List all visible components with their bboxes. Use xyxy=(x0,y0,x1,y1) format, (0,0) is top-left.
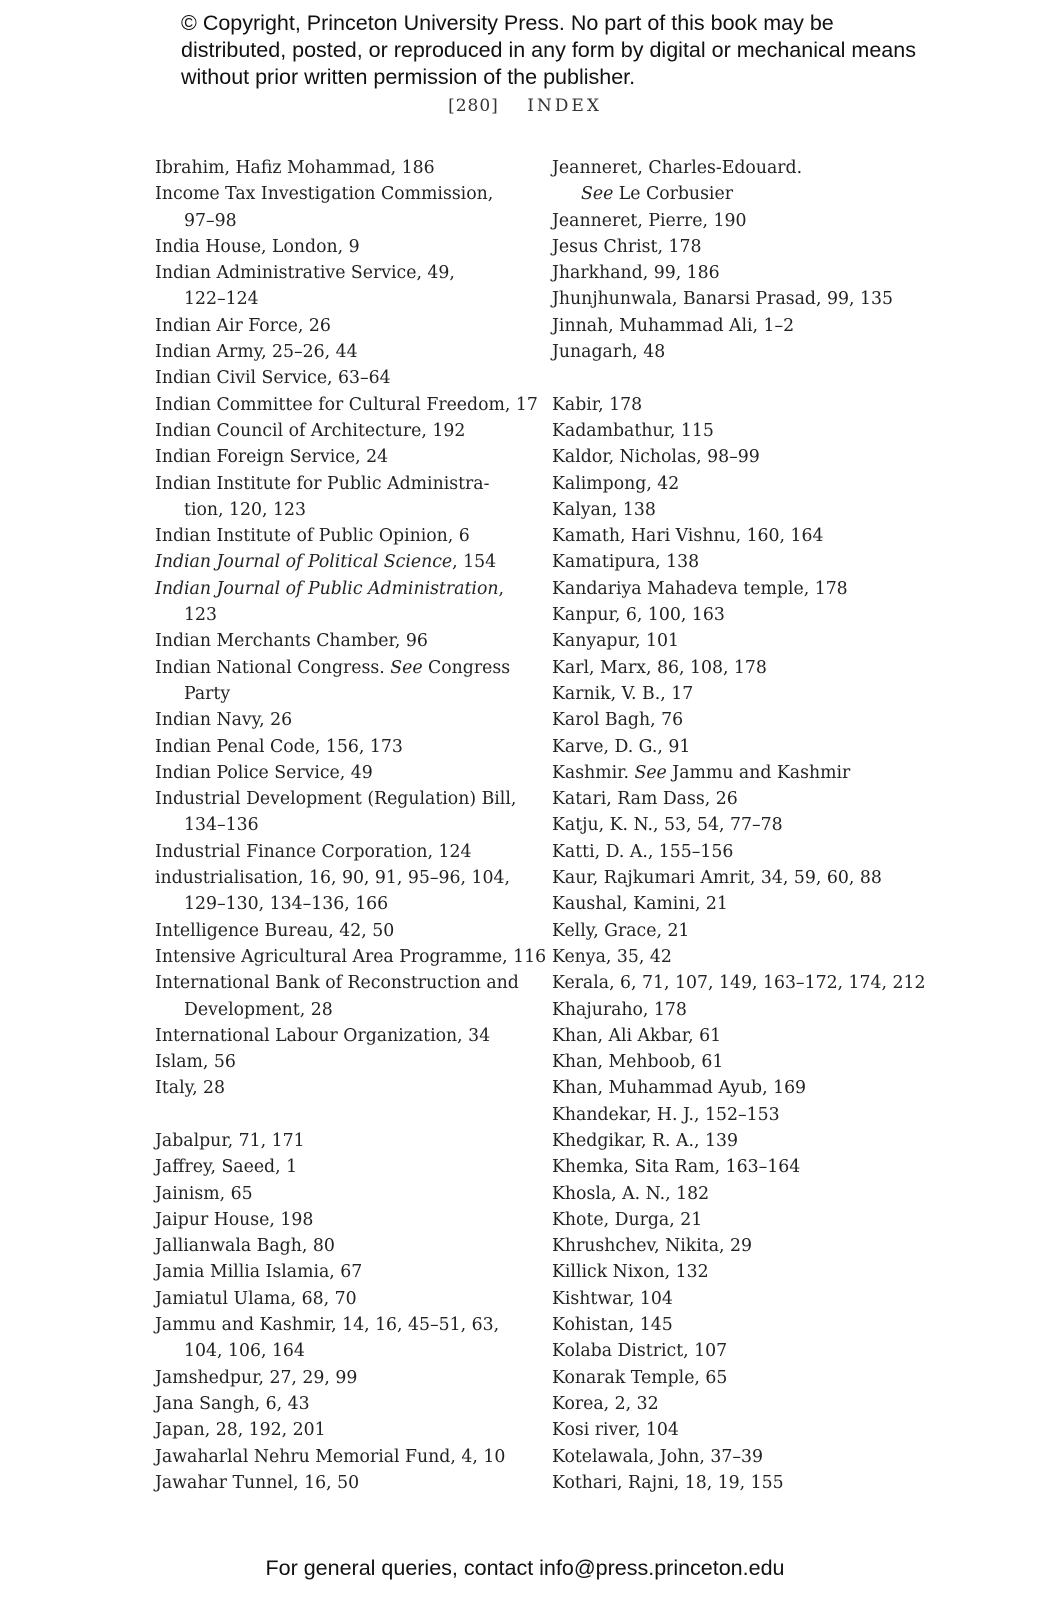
entry-heading: Kelly, Grace, 21 xyxy=(552,920,690,941)
entry-title-italic: Indian Journal of Public Administration xyxy=(155,578,499,599)
entry-heading: Indian Civil Service, 63–64 xyxy=(155,368,391,389)
index-entry xyxy=(552,1075,932,1101)
entry-heading: Konarak Temple, 65 xyxy=(552,1367,728,1388)
index-entry xyxy=(155,444,535,470)
see-reference: See xyxy=(634,762,667,783)
entry-continuation: 123 xyxy=(184,605,217,626)
index-entry xyxy=(552,523,932,549)
running-head xyxy=(0,96,1050,116)
index-entry xyxy=(552,208,932,234)
index-entry xyxy=(155,944,547,970)
index-entry xyxy=(155,865,535,918)
letter-group-gap xyxy=(155,1102,535,1128)
entry-heading: Kashmir. xyxy=(552,762,635,783)
entry-heading: industrialisation, 16, 90, 91, 95–96, 104, xyxy=(155,868,510,889)
entry-heading: Katti, D. A., 155–156 xyxy=(552,841,734,862)
entry-heading: Khedgikar, R. A., 139 xyxy=(552,1130,738,1151)
index-entry xyxy=(552,1154,932,1180)
entry-continuation: 104, 106, 164 xyxy=(184,1341,305,1362)
index-entry xyxy=(155,181,535,234)
index-entry xyxy=(552,549,932,575)
footer-contact: For general queries, contact info@press.princeton.edu xyxy=(265,1556,785,1580)
index-entry xyxy=(155,1312,535,1365)
entry-heading: Jhunjhunwala, Banarsi Prasad, 99, 135 xyxy=(552,289,893,310)
index-entry xyxy=(155,1154,535,1180)
index-entry xyxy=(552,1470,932,1496)
entry-heading: Khajuraho, 178 xyxy=(552,999,687,1020)
index-entry xyxy=(552,681,932,707)
index-entry xyxy=(155,392,538,418)
index-entry xyxy=(552,155,932,208)
entry-heading: Islam, 56 xyxy=(155,1052,236,1073)
entry-heading: Indian Police Service, 49 xyxy=(155,762,373,783)
index-entry xyxy=(155,418,535,444)
entry-heading: Karnik, V. B., 17 xyxy=(552,683,694,704)
index-entry xyxy=(552,839,932,865)
index-entry xyxy=(155,1259,535,1285)
entry-heading: Kothari, Rajni, 18, 19, 155 xyxy=(552,1472,784,1493)
index-entry xyxy=(155,839,535,865)
index-entry xyxy=(155,1417,535,1443)
index-entry xyxy=(552,471,932,497)
index-entry xyxy=(552,812,932,838)
entry-heading: Khan, Ali Akbar, 61 xyxy=(552,1025,722,1046)
index-entry xyxy=(552,1391,932,1417)
entry-heading: Katju, K. N., 53, 54, 77–78 xyxy=(552,815,783,836)
entry-heading: Jamshedpur, 27, 29, 99 xyxy=(155,1367,358,1388)
index-entry xyxy=(155,1365,535,1391)
entry-heading: Intelligence Bureau, 42, 50 xyxy=(155,920,395,941)
index-entry xyxy=(155,523,535,549)
entry-heading: Kamatipura, 138 xyxy=(552,552,700,573)
entry-heading: Kenya, 35, 42 xyxy=(552,946,672,967)
entry-heading: Kaushal, Kamini, 21 xyxy=(552,894,728,915)
entry-heading: Indian Institute for Public Administra- xyxy=(155,473,490,494)
index-entry xyxy=(552,418,932,444)
index-entry xyxy=(155,707,535,733)
entry-continuation: tion, 120, 123 xyxy=(184,499,306,520)
see-target: Congress xyxy=(422,657,511,678)
entry-pages: , xyxy=(498,578,504,599)
entry-heading: Kamath, Hari Vishnu, 160, 164 xyxy=(552,526,824,547)
entry-pages: , 154 xyxy=(452,552,497,573)
index-entry xyxy=(155,655,535,708)
index-entry xyxy=(552,1049,932,1075)
index-entry xyxy=(552,707,932,733)
entry-heading: Karve, D. G., 91 xyxy=(552,736,691,757)
index-entry xyxy=(155,918,535,944)
index-entry xyxy=(552,918,932,944)
entry-continuation: Party xyxy=(184,683,231,704)
index-entry xyxy=(552,1338,932,1364)
entry-heading: Jeanneret, Charles-Edouard. xyxy=(552,158,803,178)
entry-heading: International Bank of Reconstruction and xyxy=(155,973,519,994)
entry-heading: Kaur, Rajkumari Amrit, 34, 59, 60, 88 xyxy=(552,868,882,889)
entry-heading: India House, London, 9 xyxy=(155,236,360,257)
index-entry xyxy=(155,1207,535,1233)
index-entry xyxy=(552,891,932,917)
entry-heading: Kohistan, 145 xyxy=(552,1315,673,1336)
index-entry xyxy=(552,734,932,760)
index-entry xyxy=(552,655,932,681)
index-entry xyxy=(155,1128,535,1154)
entry-heading: Jainism, 65 xyxy=(155,1183,253,1204)
entry-heading: Khote, Durga, 21 xyxy=(552,1209,703,1230)
index-column-right xyxy=(552,155,932,1496)
index-entry xyxy=(155,628,535,654)
entry-title-italic: Indian Journal of Political Science xyxy=(155,552,453,573)
entry-heading: Jana Sangh, 6, 43 xyxy=(155,1393,310,1414)
entry-heading: Jallianwala Bagh, 80 xyxy=(155,1236,335,1257)
entry-heading: Indian National Congress. xyxy=(155,657,391,678)
entry-heading: Khandekar, H. J., 152–153 xyxy=(552,1104,780,1125)
see-target: Le Corbusier xyxy=(613,184,733,205)
index-entry xyxy=(552,286,932,312)
entry-heading: Indian Navy, 26 xyxy=(155,710,293,731)
entry-heading: Jharkhand, 99, 186 xyxy=(552,263,720,284)
entry-continuation: 134–136 xyxy=(184,815,259,836)
index-entry xyxy=(552,944,932,970)
index-entry xyxy=(155,339,535,365)
entry-heading: Killick Nixon, 132 xyxy=(552,1262,709,1283)
index-entry xyxy=(552,1128,932,1154)
entry-heading: Khan, Mehboob, 61 xyxy=(552,1052,724,1073)
entry-heading: Kalimpong, 42 xyxy=(552,473,680,494)
index-entry xyxy=(552,497,932,523)
entry-heading: Italy, 28 xyxy=(155,1078,226,1099)
entry-heading: Jinnah, Muhammad Ali, 1–2 xyxy=(552,315,795,336)
index-entry xyxy=(552,576,932,602)
index-entry xyxy=(552,760,932,786)
entry-heading: Ibrahim, Hafiz Mohammad, 186 xyxy=(155,158,435,178)
entry-heading: Jaipur House, 198 xyxy=(155,1209,314,1230)
index-entry xyxy=(552,234,932,260)
entry-heading: Kabir, 178 xyxy=(552,394,643,415)
entry-heading: Karl, Marx, 86, 108, 178 xyxy=(552,657,767,678)
entry-heading: Khemka, Sita Ram, 163–164 xyxy=(552,1157,801,1178)
index-entry xyxy=(552,1444,932,1470)
see-reference: See xyxy=(581,184,614,205)
index-entry xyxy=(155,734,535,760)
index-entry xyxy=(155,1233,535,1259)
index-entry xyxy=(552,1023,932,1049)
index-entry xyxy=(155,365,535,391)
entry-heading: Kandariya Mahadeva temple, 178 xyxy=(552,578,848,599)
entry-heading: Jamiatul Ulama, 68, 70 xyxy=(155,1288,357,1309)
entry-heading: Indian Committee for Cultural Freedom, 17 xyxy=(155,394,538,415)
entry-heading: Indian Institute of Public Opinion, 6 xyxy=(155,526,470,547)
index-entry xyxy=(155,234,535,260)
section-title: INDEX xyxy=(527,96,602,116)
index-entry xyxy=(155,786,535,839)
entry-heading: Jaffrey, Saeed, 1 xyxy=(155,1157,298,1178)
index-entry xyxy=(552,1207,932,1233)
index-entry xyxy=(155,1286,535,1312)
index-entry xyxy=(155,576,535,629)
entry-heading: Korea, 2, 32 xyxy=(552,1393,659,1414)
index-entry xyxy=(155,471,535,524)
index-entry xyxy=(552,786,932,812)
index-entry xyxy=(552,1102,932,1128)
entry-continuation: 122–124 xyxy=(184,289,259,310)
entry-heading: Indian Air Force, 26 xyxy=(155,315,331,336)
index-entry xyxy=(155,1444,535,1470)
entry-heading: Indian Merchants Chamber, 96 xyxy=(155,631,428,652)
index-entry xyxy=(552,970,932,996)
entry-heading: Junagarh, 48 xyxy=(552,342,666,363)
index-entry xyxy=(552,392,932,418)
entry-heading: Kishtwar, 104 xyxy=(552,1288,673,1309)
entry-heading: Karol Bagh, 76 xyxy=(552,710,684,731)
see-target: Jammu and Kashmir xyxy=(666,762,851,783)
entry-continuation: 97–98 xyxy=(184,210,237,231)
entry-heading: Jammu and Kashmir, 14, 16, 45–51, 63, xyxy=(155,1315,500,1336)
entry-heading: Indian Army, 25–26, 44 xyxy=(155,342,358,363)
index-entry xyxy=(155,1023,535,1049)
index-entry xyxy=(552,865,932,891)
entry-heading: Indian Foreign Service, 24 xyxy=(155,447,389,468)
entry-heading: Indian Penal Code, 156, 173 xyxy=(155,736,403,757)
index-entry xyxy=(552,628,932,654)
index-entry xyxy=(155,549,535,575)
index-entry xyxy=(552,1417,932,1443)
entry-heading: Kanpur, 6, 100, 163 xyxy=(552,605,725,626)
entry-heading: Kanyapur, 101 xyxy=(552,631,679,652)
entry-heading: Indian Council of Architecture, 192 xyxy=(155,420,466,441)
index-entry xyxy=(552,1312,932,1338)
index-entry xyxy=(155,1181,535,1207)
entry-heading: Intensive Agricultural Area Programme, 116 xyxy=(155,946,547,967)
entry-heading: Khrushchev, Nikita, 29 xyxy=(552,1236,753,1257)
index-entry xyxy=(552,1181,932,1207)
index-entry xyxy=(552,1259,932,1285)
index-entry xyxy=(552,1233,932,1259)
entry-heading: Jabalpur, 71, 171 xyxy=(155,1130,305,1151)
entry-continuation: 129–130, 134–136, 166 xyxy=(184,894,389,915)
index-entry xyxy=(155,313,535,339)
index-entry xyxy=(155,760,535,786)
index-entry xyxy=(552,997,932,1023)
entry-heading: Kotelawala, John, 37–39 xyxy=(552,1446,763,1467)
page-number: [280] xyxy=(448,96,499,116)
index-entry xyxy=(552,602,932,628)
index-entry xyxy=(552,444,932,470)
entry-heading: Kosi river, 104 xyxy=(552,1420,679,1441)
entry-heading: Khosla, A. N., 182 xyxy=(552,1183,710,1204)
entry-heading: International Labour Organization, 34 xyxy=(155,1025,491,1046)
entry-heading: Jesus Christ, 178 xyxy=(552,236,702,257)
entry-heading: Kalyan, 138 xyxy=(552,499,656,520)
entry-heading: Industrial Finance Corporation, 124 xyxy=(155,841,472,862)
entry-heading: Income Tax Investigation Commission, xyxy=(155,184,494,205)
see-reference: See xyxy=(390,657,423,678)
entry-heading: Industrial Development (Regulation) Bill, xyxy=(155,789,517,810)
index-entry xyxy=(552,260,932,286)
index-entry xyxy=(552,1286,932,1312)
entry-heading: Kolaba District, 107 xyxy=(552,1341,728,1362)
entry-heading: Japan, 28, 192, 201 xyxy=(155,1420,326,1441)
entry-heading: Kerala, 6, 71, 107, 149, 163–172, 174, 212 xyxy=(552,973,926,994)
index-entry xyxy=(155,970,535,1023)
entry-continuation: Development, 28 xyxy=(184,999,333,1020)
index-entry xyxy=(155,1470,535,1496)
entry-heading: Khan, Muhammad Ayub, 169 xyxy=(552,1078,807,1099)
index-entry xyxy=(155,1391,535,1417)
index-entry xyxy=(155,1049,535,1075)
entry-heading: Katari, Ram Dass, 26 xyxy=(552,789,738,810)
entry-heading: Indian Administrative Service, 49, xyxy=(155,263,455,284)
index-entry xyxy=(552,1365,932,1391)
entry-heading: Jawahar Tunnel, 16, 50 xyxy=(155,1472,360,1493)
copyright-notice: © Copyright, Princeton University Press. No part of this book may be distributed, posted, or reproduced in any form by digital or mechanical means without prior written permission of the publisher. xyxy=(181,11,916,89)
letter-group-gap xyxy=(552,365,932,391)
entry-heading: Jamia Millia Islamia, 67 xyxy=(155,1262,363,1283)
entry-heading: Jeanneret, Pierre, 190 xyxy=(552,210,747,231)
entry-heading: Kaldor, Nicholas, 98–99 xyxy=(552,447,760,468)
entry-heading: Kadambathur, 115 xyxy=(552,420,714,441)
index-entry xyxy=(155,155,535,181)
index-entry xyxy=(155,260,535,313)
index-entry xyxy=(552,339,932,365)
entry-heading: Jawaharlal Nehru Memorial Fund, 4, 10 xyxy=(155,1446,506,1467)
index-entry xyxy=(155,1075,535,1101)
index-column-left xyxy=(155,155,547,1496)
index-entry xyxy=(552,313,932,339)
